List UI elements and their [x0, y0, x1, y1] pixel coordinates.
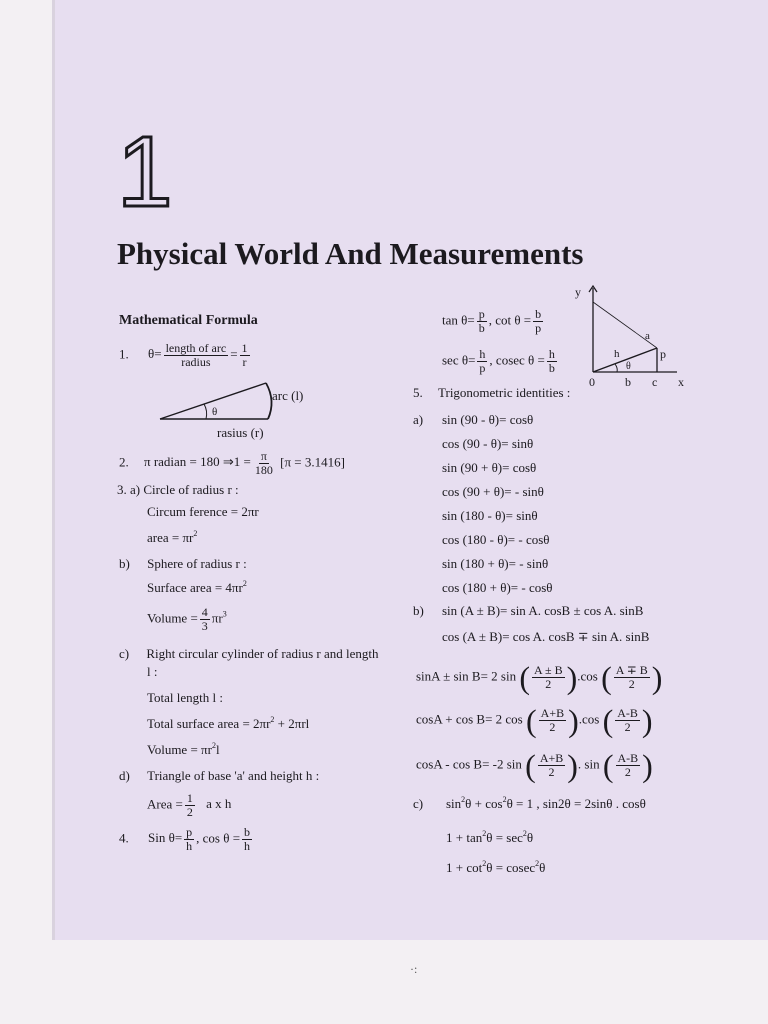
denominator: r — [242, 355, 247, 369]
hyp-label: h — [614, 348, 620, 360]
item-label: c) — [119, 646, 130, 661]
formula-text: θ — [539, 860, 546, 875]
numerator: A-B — [617, 706, 638, 720]
formula-text: + 2πrl — [274, 716, 310, 731]
numerator: b — [244, 825, 251, 839]
paren: ( — [601, 659, 612, 696]
item-label: b) — [119, 556, 130, 571]
tan-cot-formula — [442, 308, 545, 335]
fraction — [547, 348, 557, 375]
denominator: p — [535, 321, 542, 335]
numerator: A+B — [540, 706, 565, 720]
fraction — [240, 342, 250, 369]
triangle-area — [147, 792, 231, 819]
axis-y-label: y — [575, 285, 581, 299]
numerator: p — [186, 825, 193, 839]
denominator: p — [479, 361, 486, 375]
formula-text: .cos — [577, 668, 598, 684]
formula-text: Area = — [147, 796, 183, 812]
cot-cosec-identity — [446, 860, 545, 876]
formula-text: θ= — [148, 346, 162, 362]
paren: ) — [568, 702, 579, 739]
denominator: 2 — [548, 765, 555, 779]
formula-text: area = πr — [147, 530, 194, 545]
denominator: 2 — [624, 765, 631, 779]
right-triangle-diagram — [585, 282, 685, 377]
part-c-label: c) — [413, 796, 424, 811]
sum-formula-sin: sin (A ± B)= sin A. cosB ± cos A. sinB — [442, 603, 644, 618]
superscript: 2 — [211, 741, 216, 750]
denominator: 2 — [545, 677, 552, 691]
denominator: 3 — [201, 619, 208, 633]
denominator: 2 — [186, 805, 193, 819]
item-label: 1. — [119, 346, 129, 362]
fraction — [184, 826, 194, 853]
arc-label: arc (l) — [272, 388, 304, 403]
fraction — [538, 752, 565, 779]
item-label: 4. — [119, 830, 129, 846]
denominator: 180 — [254, 463, 273, 477]
sector-theta: θ — [212, 406, 218, 418]
superscript: 2 — [242, 579, 247, 588]
formula-text: π radian = 180 ⇒1 = — [144, 454, 251, 470]
cylinder-surface-area — [147, 716, 309, 732]
formula-text: , cot θ = — [488, 312, 532, 328]
numerator: length of arc — [165, 341, 227, 355]
formula-text: θ = sec — [486, 830, 523, 845]
base-label: b — [625, 375, 631, 389]
identity: cos (90 + θ)= - sinθ — [442, 484, 544, 499]
formula-text: Sin θ= — [148, 830, 183, 846]
c-label: c — [652, 375, 658, 389]
numerator: b — [535, 307, 542, 321]
fraction — [164, 342, 229, 369]
tan-sec-identity — [446, 830, 533, 846]
cylinder-heading-line2: l : — [147, 664, 158, 679]
fraction — [539, 707, 566, 734]
paren: ) — [641, 702, 653, 739]
superscript: 3 — [222, 609, 227, 619]
sphere-volume — [147, 606, 227, 633]
identity: sin (180 - θ)= sinθ — [442, 508, 538, 523]
formula-text: = — [230, 346, 238, 362]
pythagorean-identity — [446, 796, 646, 812]
formula-text: cosA + cos B= 2 cos — [416, 711, 523, 727]
numerator: p — [478, 307, 485, 321]
fraction — [616, 752, 641, 779]
formula-3c-heading — [119, 646, 378, 662]
formula-4 — [119, 826, 254, 853]
item-label: 3. a) — [117, 482, 141, 497]
fraction — [533, 308, 543, 335]
item-label: 5. — [413, 385, 423, 400]
formula-text: 1 + cot — [446, 860, 483, 875]
fraction — [185, 792, 195, 819]
formula-text: sec θ= — [442, 352, 476, 368]
formula-note: [π = 3.1416] — [280, 454, 345, 470]
part-a-label: a) — [413, 412, 424, 427]
identity: sin (90 - θ)= cosθ — [442, 412, 534, 427]
formula-text: .cos — [578, 711, 600, 727]
paren: ( — [519, 659, 530, 696]
product-formula-2 — [416, 702, 653, 739]
fraction — [477, 308, 487, 335]
denominator: h — [244, 839, 251, 853]
identity: sin (180 + θ)= - sinθ — [442, 556, 549, 571]
formula-text: sin — [446, 796, 462, 811]
superscript: 2 — [482, 859, 487, 868]
formula-text: Surface area = 4πr — [147, 580, 243, 595]
formula-text: θ — [526, 830, 534, 845]
formula-5-heading — [413, 385, 570, 401]
formula-text: Right circular cylinder of radius r and length — [146, 646, 379, 661]
axis-x-label: x — [678, 375, 684, 389]
denominator: h — [186, 839, 193, 853]
identity: sin (90 + θ)= cosθ — [442, 460, 537, 475]
sector-diagram — [158, 375, 278, 423]
formula-text: . sin — [577, 756, 600, 772]
fraction — [615, 707, 640, 734]
formula-text: θ = cosec — [486, 860, 536, 875]
formula-text: sinA ± sin B= 2 sin — [416, 668, 517, 684]
superscript: 2 — [270, 715, 275, 724]
origin-label: 0 — [589, 375, 595, 389]
paren: ( — [602, 747, 614, 784]
superscript: 2 — [461, 795, 466, 804]
fraction — [532, 664, 565, 691]
paren: ) — [642, 747, 653, 784]
part-b-label: b) — [413, 603, 424, 618]
numerator: A ∓ B — [615, 663, 648, 677]
denominator: 2 — [624, 720, 631, 734]
numerator: h — [548, 347, 555, 361]
fraction — [477, 348, 487, 375]
denominator: 2 — [628, 677, 635, 691]
a-label: a — [645, 330, 650, 342]
superscript: 2 — [535, 859, 540, 868]
section-heading: Mathematical Formula — [119, 313, 258, 328]
numerator: 1 — [241, 341, 248, 355]
formula-1 — [119, 342, 252, 369]
superscript: 2 — [502, 795, 507, 804]
scan-speck: ·: — [410, 962, 418, 976]
denominator: radius — [181, 355, 211, 369]
paren: ( — [602, 702, 614, 739]
numerator: 1 — [186, 791, 193, 805]
fraction — [614, 664, 650, 691]
formula-text: 1 + tan — [446, 830, 483, 845]
triangle-theta: θ — [626, 361, 631, 372]
fraction — [200, 606, 210, 633]
denominator: b — [478, 321, 485, 335]
numerator: π — [260, 449, 267, 463]
formula-text: l — [215, 742, 220, 757]
formula-text: , cosec θ = — [489, 352, 545, 368]
numerator: A ± B — [533, 663, 563, 677]
formula-text: Volume = — [147, 610, 198, 626]
formula-text: a x h — [206, 796, 232, 812]
numerator: 4 — [201, 605, 208, 619]
sec-cosec-formula — [442, 348, 559, 375]
circumference: Circum ference = 2πr — [147, 504, 259, 519]
formula-text: tan θ= — [442, 312, 475, 328]
denominator: b — [548, 361, 555, 375]
chapter-number: 1 — [117, 116, 173, 228]
identity: cos (90 - θ)= sinθ — [442, 436, 534, 451]
fraction — [242, 826, 252, 853]
identity: cos (180 - θ)= - cosθ — [442, 532, 550, 547]
formula-text: θ + cos — [465, 796, 503, 811]
item-label: d) — [119, 768, 130, 783]
paren: ( — [526, 702, 537, 739]
formula-text: θ = 1 , sin2θ = 2sinθ . cosθ — [506, 796, 646, 811]
perp-label: p — [660, 347, 666, 361]
paren: ( — [525, 747, 536, 784]
numerator: h — [479, 347, 486, 361]
circle-area — [147, 530, 197, 546]
formula-3b-heading — [119, 556, 247, 572]
formula-text: Triangle of base 'a' and height h : — [147, 768, 320, 783]
paren: ) — [566, 659, 578, 696]
chapter-title: Physical World And Measurements — [117, 236, 584, 271]
formula-text: πr — [211, 610, 223, 626]
formula-2 — [119, 450, 345, 477]
formula-text: Trigonometric identities : — [438, 385, 571, 400]
paren: ) — [567, 747, 578, 784]
formula-text: , cos θ = — [196, 830, 241, 846]
formula-text: Volume = πr — [147, 742, 212, 757]
sphere-surface — [147, 580, 247, 596]
formula-text: Circle of radius r : — [143, 482, 239, 497]
formula-text: Sphere of radius r : — [147, 556, 247, 571]
denominator: 2 — [549, 720, 556, 734]
formula-text: Total surface area = 2πr — [147, 716, 271, 731]
formula-3a-heading — [117, 482, 239, 498]
identity: cos (180 + θ)= - cosθ — [442, 580, 553, 595]
fraction — [253, 450, 275, 477]
cylinder-volume — [147, 742, 220, 758]
numerator: A-B — [617, 751, 639, 765]
formula-3d-heading — [119, 768, 319, 784]
product-formula-1 — [416, 659, 663, 696]
product-formula-3 — [416, 747, 653, 784]
radius-label: rasius (r) — [217, 425, 264, 440]
sum-formula-cos: cos (A ± B)= cos A. cosB ∓ sin A. sinB — [442, 629, 650, 644]
cylinder-total-length: Total length l : — [147, 690, 223, 705]
item-label: 2. — [119, 454, 129, 470]
paren: ) — [651, 659, 663, 696]
superscript: 2 — [482, 829, 487, 838]
superscript: 2 — [193, 529, 198, 538]
formula-text: cosA - cos B= -2 sin — [416, 756, 522, 772]
numerator: A+B — [539, 751, 564, 765]
superscript: 2 — [522, 829, 527, 838]
